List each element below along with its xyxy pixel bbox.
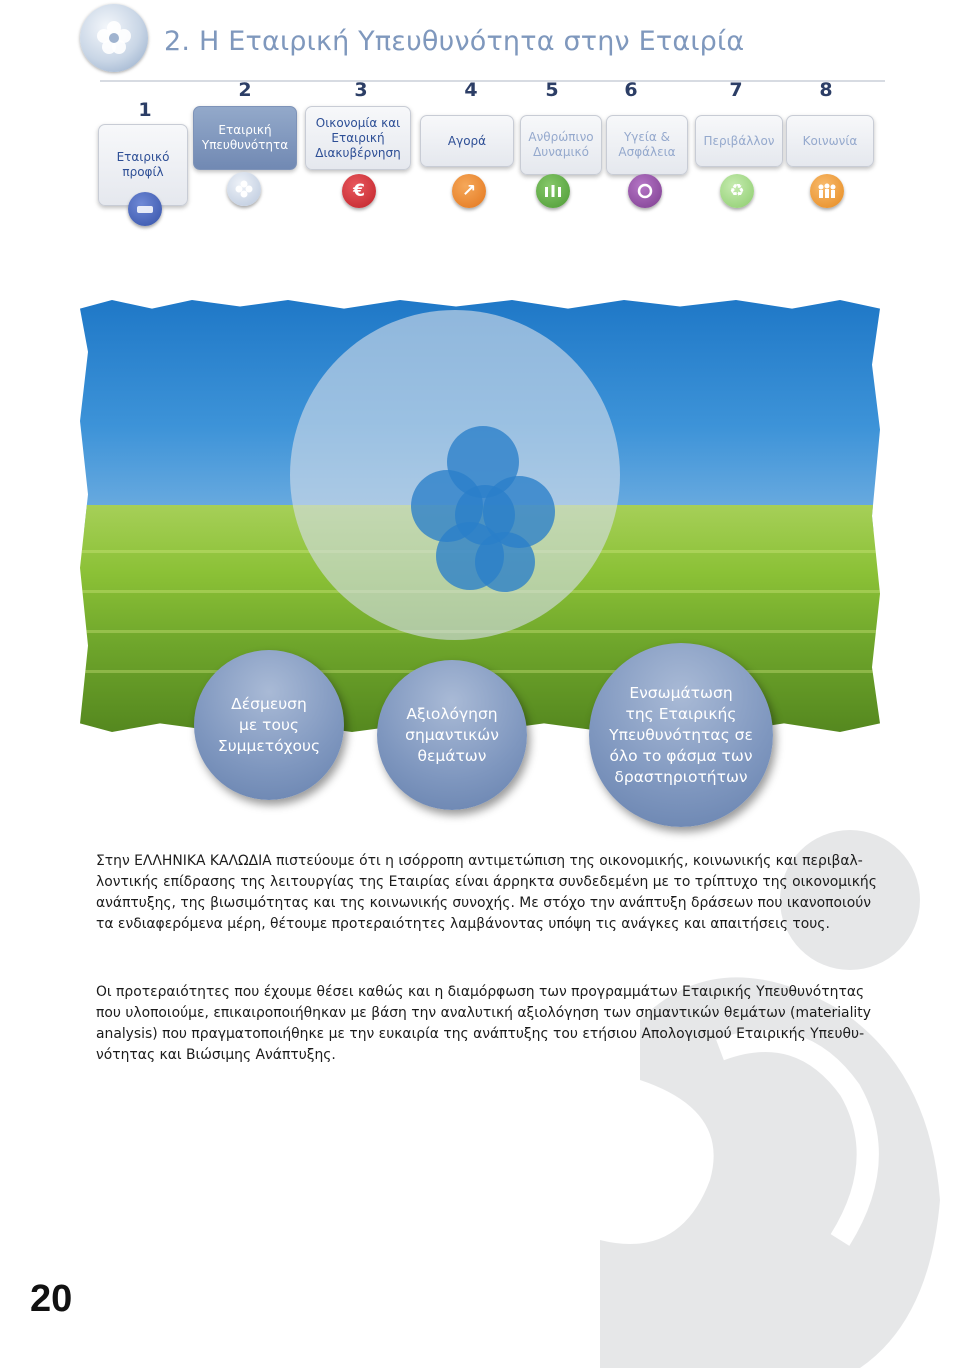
bubble-materiality-assessment: Αξιολόγηση σημαντικών θεμάτων: [377, 660, 527, 810]
company-logo: [80, 4, 148, 72]
market-chart-icon[interactable]: ↗: [452, 174, 486, 208]
nav-number-7: 7: [729, 79, 743, 101]
recycle-icon[interactable]: ♻: [720, 174, 754, 208]
nav-number-3: 3: [354, 79, 368, 101]
nav-number-2: 2: [238, 79, 252, 101]
flower-emblem: [290, 310, 620, 640]
nav-card-environment[interactable]: Περιβάλλον: [695, 115, 783, 167]
nav-card-health-safety[interactable]: Υγεία & Ασφάλεια: [606, 115, 688, 175]
nav-number-8: 8: [819, 79, 833, 101]
nav-number-6: 6: [624, 79, 638, 101]
intro-paragraph: Στην ΕΛΛΗΝΙΚΑ ΚΑΛΩΔΙΑ πιστεύουμε ότι η ισόρροπη αντιμετώπιση της οικονομικής, κοινωνικής και περιβαλ- λοντικής επίδρασης της λειτουργίας της Εταιρίας είναι άρρηκτα συνδεδεμένη με το τρίπτυχο της οικονομικής ανάπτυξης, της βιωσιμότητας και της κοινωνικής συνοχής. Με στόχο την ανάπτυξη δράσεων που ικανοποιούν τα ενδιαφερόμενα μέρη, θέτουμε προτεραιότητες λαμβάνοντας υπόψη τις ανάγκες και απαιτήσεις τους.: [96, 853, 877, 932]
nav-number-4: 4: [464, 79, 478, 101]
health-safety-icon[interactable]: [628, 174, 662, 208]
page-number: 20: [30, 1278, 73, 1320]
euro-icon[interactable]: €: [342, 174, 376, 208]
nav-number-5: 5: [545, 79, 559, 101]
nav-number-1: 1: [138, 99, 152, 121]
community-icon[interactable]: [810, 174, 844, 208]
bubble-integration: Ενσωμάτωση της Εταιρικής Υπευθυνότητας σε όλο το φάσμα των δραστηριοτήτων: [589, 643, 773, 827]
nav-card-society[interactable]: Κοινωνία: [786, 115, 874, 167]
nav-card-economy-governance[interactable]: Οικονομία και Εταιρική Διακυβέρνηση: [305, 106, 411, 170]
nav-card-corporate-responsibility[interactable]: Εταιρική Υπευθυνότητα: [193, 106, 297, 170]
nav-card-market[interactable]: Αγορά: [420, 115, 514, 167]
nav-card-company-profile[interactable]: Εταιρικό προφίλ: [98, 124, 188, 206]
priorities-paragraph: Οι προτεραιότητες που έχουμε θέσει καθώς και η διαμόρφωση των προγραμμάτων Εταιρικής Υπευθυνότητας που υλοποιούμε, επικαιροποιήθηκαν με βάση την αναλυτική αξιολόγηση των σημαντικών θεμάτων (materiality analysis) που πραγματοποιήθηκε με την ευκαιρία της ανάπτυξης του ετήσιου Απολογισμού Εταιρικής Υπευθυ- νότητας και Βιώσιμης Ανάπτυξης.: [96, 984, 871, 1063]
nav-divider: [100, 80, 885, 82]
flower-logo-icon: [94, 18, 134, 58]
nav-card-human-resources[interactable]: Ανθρώπινο Δυναμικό: [520, 115, 602, 175]
company-profile-icon[interactable]: [128, 192, 162, 226]
flower-logo-icon[interactable]: [227, 172, 261, 206]
bubble-stakeholder-commitment: Δέσμευση με τους Συμμετόχους: [194, 650, 344, 800]
people-icon[interactable]: [536, 174, 570, 208]
page-title: 2. Η Εταιρική Υπευθυνότητα στην Εταιρία: [164, 26, 745, 57]
